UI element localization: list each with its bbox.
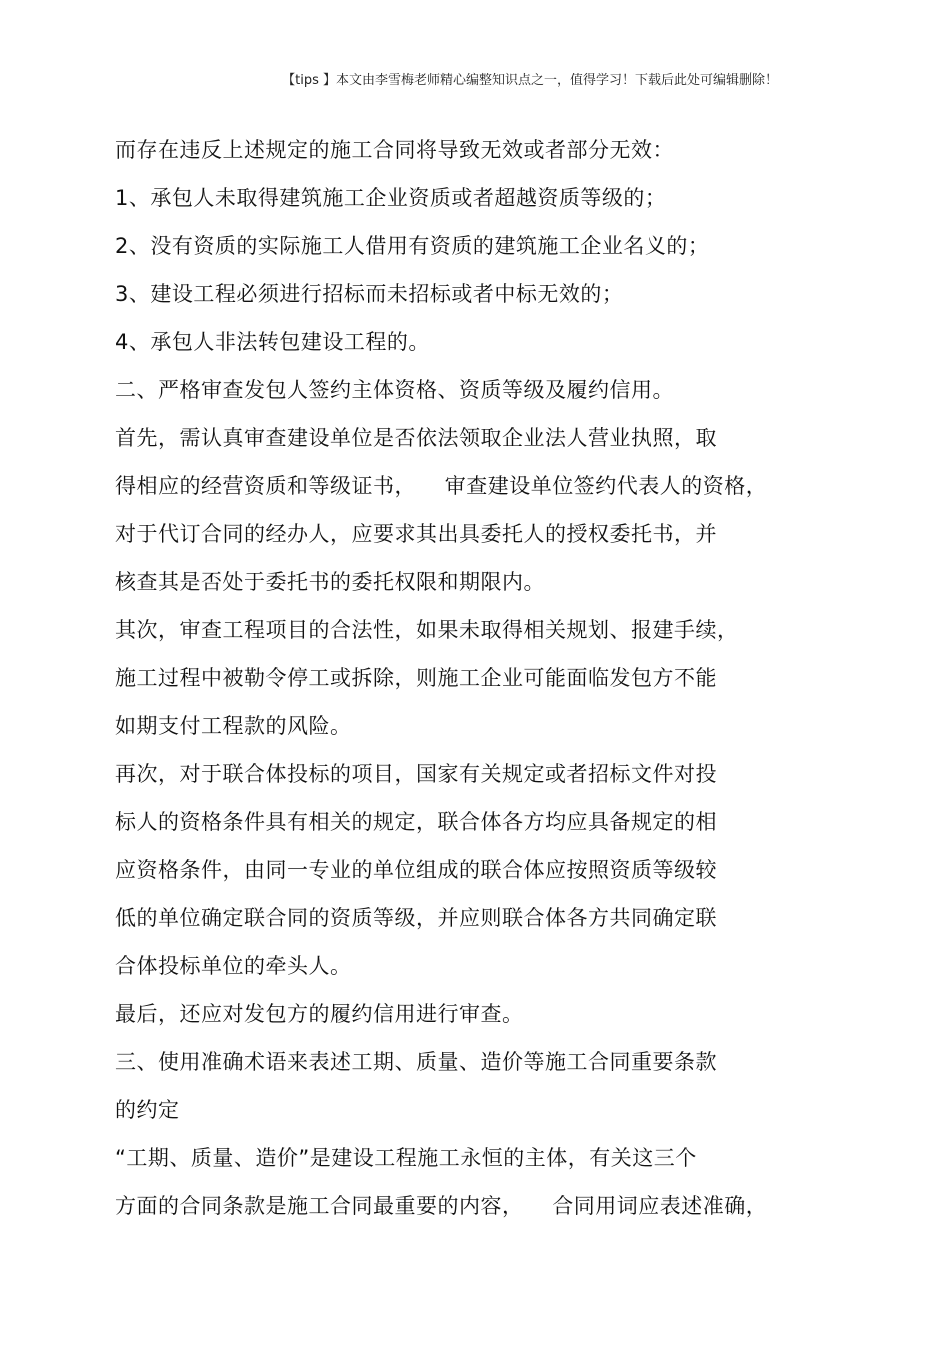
text-line: 合体投标单位的牵头人。 [115, 954, 352, 978]
text-line: 对于代订合同的经办人，应要求其出具委托人的授权委托书，并 [115, 522, 717, 546]
text-line: 而存在违反上述规定的施工合同将导致无效或者部分无效： [115, 138, 674, 162]
text-line: 4、承包人非法转包建设工程的。 [115, 330, 430, 354]
text-line: 如期支付工程款的风险。 [115, 714, 352, 738]
text-line: 方面的合同条款是施工合同最重要的内容， 合同用词应表述准确， [115, 1194, 768, 1218]
header-tip: 【tips 】本文由李雪梅老师精心编整知识点之一，值得学习！下载后此处可编辑删除！ [282, 73, 778, 88]
text-line: 最后，还应对发包方的履约信用进行审查。 [115, 1002, 524, 1026]
text-line: “工期、质量、造价”是建设工程施工永恒的主体，有关这三个 [115, 1146, 697, 1170]
text-line: 标人的资格条件具有相关的规定，联合体各方均应具备规定的相 [115, 810, 717, 834]
text-line: 得相应的经营资质和等级证书， 审查建设单位签约代表人的资格， [115, 474, 768, 498]
section-heading: 二、严格审查发包人签约主体资格、资质等级及履约信用。 [115, 378, 674, 402]
text-line: 再次，对于联合体投标的项目，国家有关规定或者招标文件对投 [115, 762, 717, 786]
text-line: 2、没有资质的实际施工人借用有资质的建筑施工企业名义的； [115, 234, 710, 258]
text-line: 3、建设工程必须进行招标而未招标或者中标无效的； [115, 282, 624, 306]
text-line: 其次，审查工程项目的合法性，如果未取得相关规划、报建手续， [115, 618, 739, 642]
section-heading-continued: 的约定 [115, 1098, 180, 1122]
section-heading: 三、使用准确术语来表述工期、质量、造价等施工合同重要条款 [115, 1050, 717, 1074]
text-line: 施工过程中被勒令停工或拆除，则施工企业可能面临发包方不能 [115, 666, 717, 690]
text-line: 首先，需认真审查建设单位是否依法领取企业法人营业执照，取 [115, 426, 717, 450]
text-line: 低的单位确定联合同的资质等级，并应则联合体各方共同确定联 [115, 906, 717, 930]
text-line: 核查其是否处于委托书的委托权限和期限内。 [115, 570, 545, 594]
text-line: 1、承包人未取得建筑施工企业资质或者超越资质等级的； [115, 186, 667, 210]
body-text [115, 126, 835, 1230]
text-line: 应资格条件，由同一专业的单位组成的联合体应按照资质等级较 [115, 858, 717, 882]
